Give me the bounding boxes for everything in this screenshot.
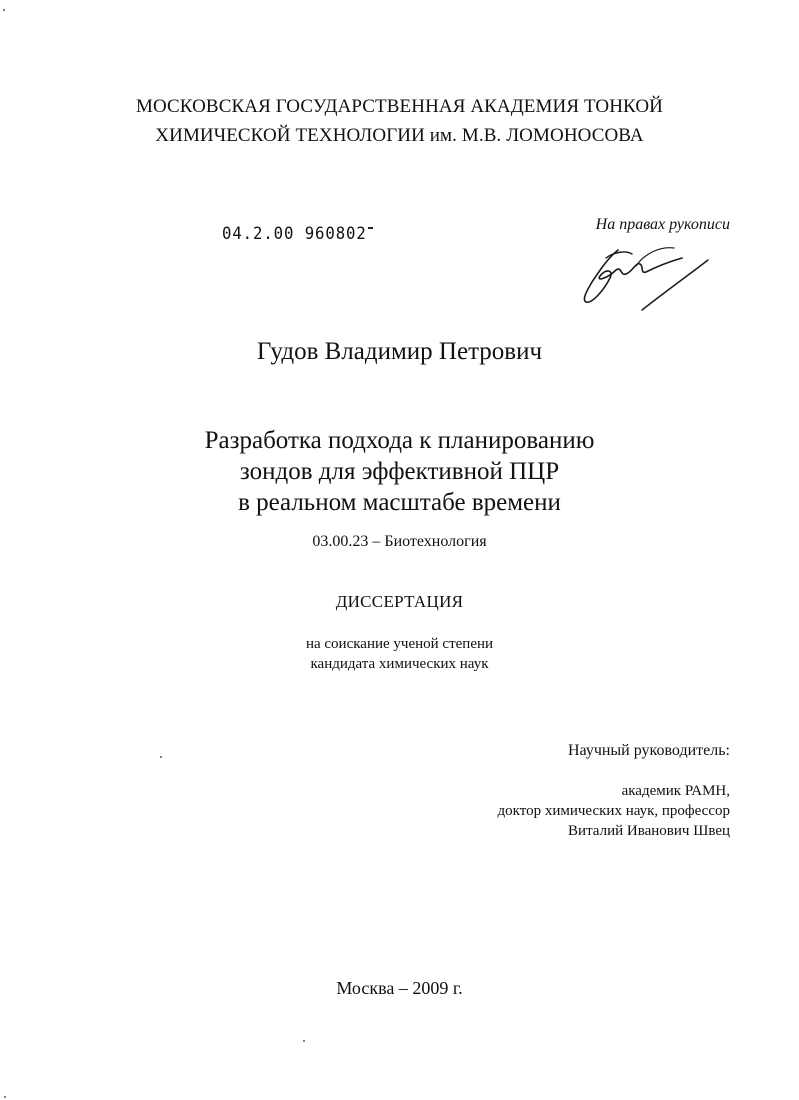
- rights-note: На правах рукописи: [595, 216, 730, 233]
- signature-icon: [570, 240, 720, 315]
- specialty-code: 03.00.23 – Биотехнология: [312, 533, 487, 550]
- degree-description: [0, 634, 799, 674]
- title-line-1: Разработка подхода к планированию: [204, 427, 595, 454]
- doc-number-dash: [368, 227, 373, 229]
- supervisor-line-1: академик РАМН,: [621, 783, 730, 799]
- title-line-3: в реальном масштабе времени: [238, 489, 561, 516]
- supervisor-heading: Научный руководитель:: [567, 742, 730, 759]
- document-number: 04.2.00 960802: [222, 224, 367, 244]
- degree-line-1: на соискание ученой степени: [305, 636, 494, 652]
- supervisor-line-3: Виталий Иванович Швец: [568, 823, 730, 839]
- scan-speck: [160, 756, 162, 758]
- city-year: Москва – 2009 г.: [336, 978, 463, 998]
- document-type: ДИССЕРТАЦИЯ: [335, 592, 464, 611]
- scan-speck: [3, 9, 5, 11]
- institution-line-2: ХИМИЧЕСКОЙ ТЕХНОЛОГИИ им. М.В. ЛОМОНОСОВА: [155, 125, 644, 146]
- degree-line-2: кандидата химических наук: [310, 656, 489, 672]
- supervisor-info: [400, 781, 730, 841]
- scan-speck: [303, 1040, 305, 1042]
- author-name: Гудов Владимир Петрович: [256, 338, 543, 365]
- institution-name: [0, 92, 799, 150]
- scan-speck: [4, 1096, 6, 1098]
- institution-line-1: МОСКОВСКАЯ ГОСУДАРСТВЕННАЯ АКАДЕМИЯ ТОНКОЙ: [135, 96, 663, 117]
- dissertation-title: [0, 425, 799, 518]
- title-line-2: зондов для эффективной ПЦР: [239, 458, 560, 485]
- supervisor-line-2: доктор химических наук, профессор: [497, 803, 730, 819]
